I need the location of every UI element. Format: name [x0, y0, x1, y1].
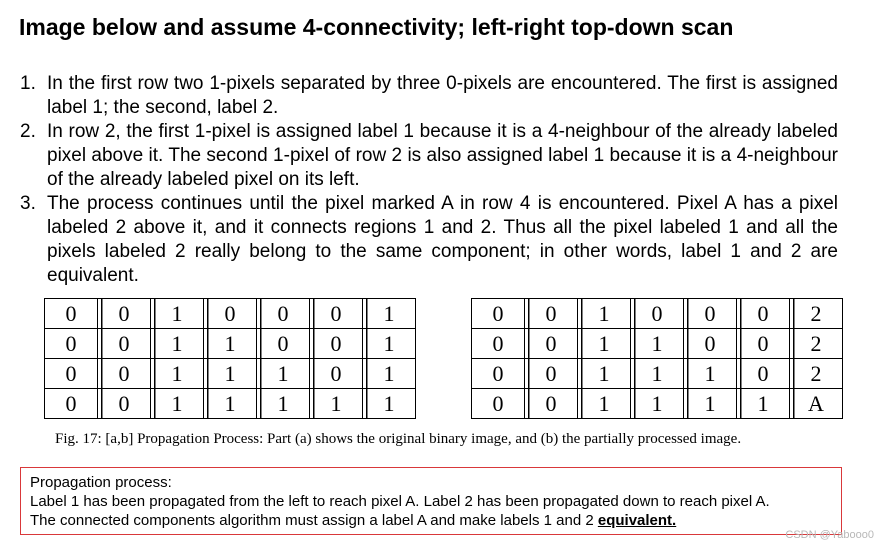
pixel-cell: 2 [790, 359, 843, 389]
pixel-cell: 0 [310, 359, 363, 389]
pixel-cell: 1 [631, 329, 684, 359]
pixel-cell: 1 [684, 389, 737, 419]
step-item [20, 72, 838, 120]
grid-row [44, 298, 416, 329]
pixel-cell: 0 [44, 359, 98, 389]
pixel-cell: 0 [98, 359, 151, 389]
pixel-cell: 0 [310, 298, 363, 329]
step-text: In row 2, the first 1-pixel is assigned label 1 because it is a 4-neighbour of the already labeled pixel above it. The second 1-pixel of row 2 is also assigned label 1 because it is a 4-neighbour of the already labeled pixel on its left. [47, 121, 838, 190]
pixel-cell: 1 [204, 389, 257, 419]
pixel-cell: 2 [790, 329, 843, 359]
page-title: Image below and assume 4-connectivity; left-right top-down scan [19, 14, 734, 40]
grid-row [471, 359, 843, 389]
grid-row [471, 329, 843, 359]
pixel-cell: 0 [310, 329, 363, 359]
step-item [20, 120, 838, 192]
labeled-image-grid [471, 298, 843, 419]
pixel-cell: 1 [151, 298, 204, 329]
pixel-cell: 1 [257, 389, 310, 419]
note-line-2 [30, 511, 832, 530]
pixel-cell: 0 [257, 298, 310, 329]
pixel-cell: 0 [684, 298, 737, 329]
grid-row [471, 389, 843, 419]
pixel-cell: 0 [44, 389, 98, 419]
pixel-cell: 1 [631, 359, 684, 389]
pixel-cell: 0 [471, 389, 525, 419]
pixel-cell: 1 [151, 329, 204, 359]
pixel-cell: 1 [363, 389, 416, 419]
pixel-cell: 1 [151, 359, 204, 389]
steps-list [20, 72, 838, 288]
step-text: The process continues until the pixel marked A in row 4 is encountered. Pixel A has a pixel labeled 2 above it, and it connects regions 1 and 2. Thus all the pixel labeled 1 and all the pixels labeled 2 really belong to the same component; in other words, label 1 and 2 are equivalent. [47, 193, 838, 286]
pixel-cell: 1 [151, 389, 204, 419]
watermark: CSDN @Yabooo0 [785, 529, 874, 541]
grid-row [44, 329, 416, 359]
binary-image-grid [44, 298, 416, 419]
pixel-cell: 1 [578, 298, 631, 329]
pixel-cell: 0 [204, 298, 257, 329]
pixel-cell: 1 [578, 329, 631, 359]
note-emphasis: equivalent. [597, 512, 677, 529]
step-number: 3. [20, 193, 36, 214]
pixel-cell: A [790, 389, 843, 419]
pixel-cell: 0 [737, 359, 790, 389]
pixel-cell: 0 [525, 359, 578, 389]
pixel-cell: 1 [204, 329, 257, 359]
step-number: 1. [20, 73, 36, 94]
pixel-cell: 0 [98, 329, 151, 359]
pixel-cell: 0 [471, 329, 525, 359]
pixel-cell: 1 [363, 298, 416, 329]
propagation-note-box [20, 467, 842, 535]
step-text: In the first row two 1-pixels separated by three 0-pixels are encountered. The first is assigned label 1; the second, label 2. [47, 73, 838, 118]
note-heading: Propagation process: [30, 474, 172, 491]
pixel-cell: 0 [631, 298, 684, 329]
pixel-cell: 1 [578, 359, 631, 389]
grid-row [44, 389, 416, 419]
pixel-cell: 0 [257, 329, 310, 359]
pixel-cell: 0 [737, 298, 790, 329]
pixel-cell: 0 [684, 329, 737, 359]
pixel-cell: 1 [257, 359, 310, 389]
pixel-cell: 1 [737, 389, 790, 419]
pixel-cell: 0 [471, 298, 525, 329]
pixel-cell: 1 [578, 389, 631, 419]
pixel-cell: 0 [737, 329, 790, 359]
pixel-cell: 1 [631, 389, 684, 419]
pixel-cell: 0 [525, 329, 578, 359]
pixel-cell: 0 [471, 359, 525, 389]
grid-row [44, 359, 416, 389]
pixel-cell: 0 [525, 298, 578, 329]
pixel-cell: 1 [204, 359, 257, 389]
pixel-cell: 0 [525, 389, 578, 419]
pixel-cell: 0 [98, 389, 151, 419]
pixel-cell: 2 [790, 298, 843, 329]
pixel-cell: 0 [44, 298, 98, 329]
pixel-cell: 1 [684, 359, 737, 389]
pixel-cell: 0 [44, 329, 98, 359]
pixel-cell: 1 [363, 359, 416, 389]
pixel-cell: 0 [98, 298, 151, 329]
note-line-1: Label 1 has been propagated from the left to reach pixel A. Label 2 has been propagated down to reach pixel A. [30, 493, 770, 510]
pixel-cell: 1 [310, 389, 363, 419]
step-item [20, 192, 838, 288]
note-line-2-text: The connected components algorithm must assign a label A and make labels 1 and 2 [30, 512, 598, 529]
grid-row [471, 298, 843, 329]
figure-caption: Fig. 17: [a,b] Propagation Process: Part (a) shows the original binary image, and (b) the partially processed image. [55, 431, 742, 447]
step-number: 2. [20, 121, 36, 142]
pixel-cell: 1 [363, 329, 416, 359]
